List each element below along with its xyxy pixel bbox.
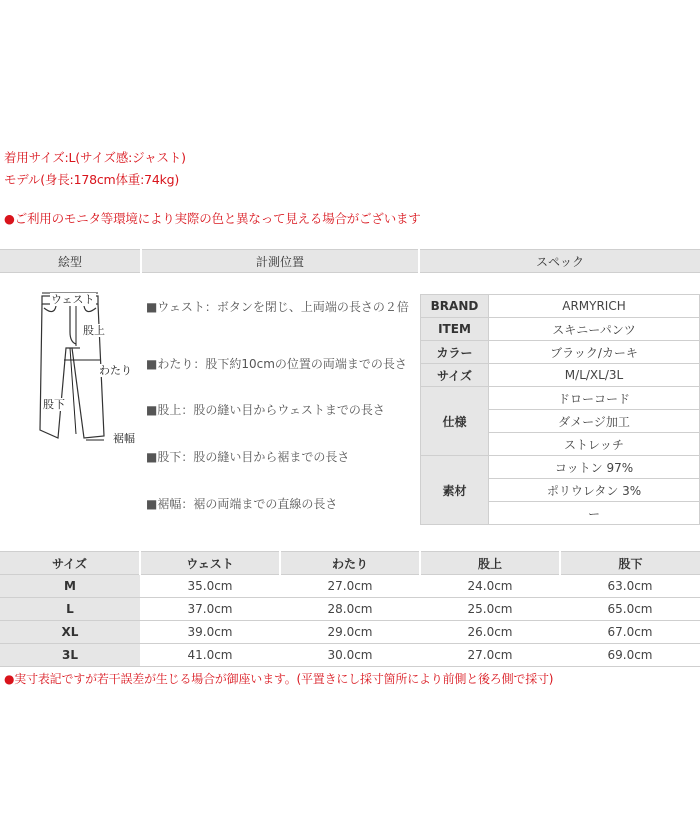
size-cell: XL — [0, 621, 140, 644]
table-row — [0, 644, 700, 667]
table-row — [0, 621, 700, 644]
table-row — [0, 575, 700, 598]
spec-value-spec-3: ストレッチ — [489, 433, 700, 456]
note-waist: ■ウェスト：ボタンを閉じ、上両端の長さの２倍 — [146, 300, 409, 314]
spec-value-material-2: ポリウレタン 3% — [489, 479, 700, 502]
spec-value-material-1: コットン 97% — [489, 456, 700, 479]
spec-row-spec — [421, 387, 700, 410]
spec-key-spec: 仕様 — [421, 387, 489, 456]
inseam-cell: 67.0cm — [560, 621, 700, 644]
spec-value-spec-2: ダメージ加工 — [489, 410, 700, 433]
diagram-label-waist: ウェスト — [51, 293, 95, 306]
measurement-disclaimer-text: ●実寸表記ですが若干誤差が生じる場合が御座います。(平置きにし採寸箇所により前側と後ろ側で採寸) — [4, 672, 554, 686]
rise-cell: 25.0cm — [420, 598, 560, 621]
inseam-cell: 69.0cm — [560, 644, 700, 667]
header-position: 計測位置 — [142, 249, 418, 273]
size-cell: L — [0, 598, 140, 621]
color-disclaimer-text: ●ご利用のモニタ等環境により実際の色と異なって見える場合がございます — [4, 211, 421, 226]
section-header-bar — [0, 249, 700, 273]
diagram-label-thigh: わたり — [99, 364, 132, 377]
pants-diagram — [28, 290, 140, 452]
note-rise: ■股上：股の縫い目からウェストまでの長さ — [146, 403, 385, 417]
spec-key-size: サイズ — [421, 364, 489, 387]
spec-value-material-3: ー — [489, 502, 700, 525]
rise-cell: 27.0cm — [420, 644, 560, 667]
diagram-label-rise: 股上 — [83, 324, 105, 337]
spec-row-size — [421, 364, 700, 387]
spec-key-brand: BRAND — [421, 295, 489, 318]
waist-cell: 37.0cm — [140, 598, 280, 621]
thigh-cell: 27.0cm — [280, 575, 420, 598]
spec-key-item: ITEM — [421, 318, 489, 341]
rise-cell: 26.0cm — [420, 621, 560, 644]
size-cell: M — [0, 575, 140, 598]
note-hem: ■裾幅：裾の両端までの直線の長さ — [146, 497, 338, 511]
size-table-header — [0, 552, 700, 575]
size-header-size: サイズ — [0, 552, 140, 575]
thigh-cell: 28.0cm — [280, 598, 420, 621]
spec-value-size: M/L/XL/3L — [489, 364, 700, 387]
spec-value-spec-1: ドローコード — [489, 387, 700, 410]
waist-cell: 41.0cm — [140, 644, 280, 667]
spec-row-brand — [421, 295, 700, 318]
rise-cell: 24.0cm — [420, 575, 560, 598]
header-pattern: 絵型 — [0, 249, 140, 273]
size-header-rise: 股上 — [420, 552, 560, 575]
spec-row-item — [421, 318, 700, 341]
spec-row-color — [421, 341, 700, 364]
diagram-label-hem: 裾幅 — [113, 432, 135, 445]
header-spec: スペック — [420, 249, 700, 273]
size-header-inseam: 股下 — [560, 552, 700, 575]
thigh-cell: 30.0cm — [280, 644, 420, 667]
diagram-label-inseam: 股下 — [43, 398, 65, 411]
spec-table — [420, 294, 700, 525]
waist-cell: 35.0cm — [140, 575, 280, 598]
spec-value-brand: ARMYRICH — [489, 295, 700, 318]
spec-key-color: カラー — [421, 341, 489, 364]
table-row — [0, 598, 700, 621]
inseam-cell: 65.0cm — [560, 598, 700, 621]
note-inseam: ■股下：股の縫い目から裾までの長さ — [146, 450, 350, 464]
note-thigh: ■わたり：股下約10cmの位置の両端までの長さ — [146, 357, 407, 371]
model-info-text: モデル(身長:178cm体重:74kg) — [4, 172, 180, 187]
size-table — [0, 551, 700, 667]
spec-key-material: 素材 — [421, 456, 489, 525]
waist-cell: 39.0cm — [140, 621, 280, 644]
spec-value-item: スキニーパンツ — [489, 318, 700, 341]
spec-row-material — [421, 456, 700, 479]
inseam-cell: 63.0cm — [560, 575, 700, 598]
spec-value-color: ブラック/カーキ — [489, 341, 700, 364]
thigh-cell: 29.0cm — [280, 621, 420, 644]
size-cell: 3L — [0, 644, 140, 667]
size-header-waist: ウェスト — [140, 552, 280, 575]
size-header-thigh: わたり — [280, 552, 420, 575]
fit-size-text: 着用サイズ:L(サイズ感:ジャスト) — [4, 150, 186, 165]
